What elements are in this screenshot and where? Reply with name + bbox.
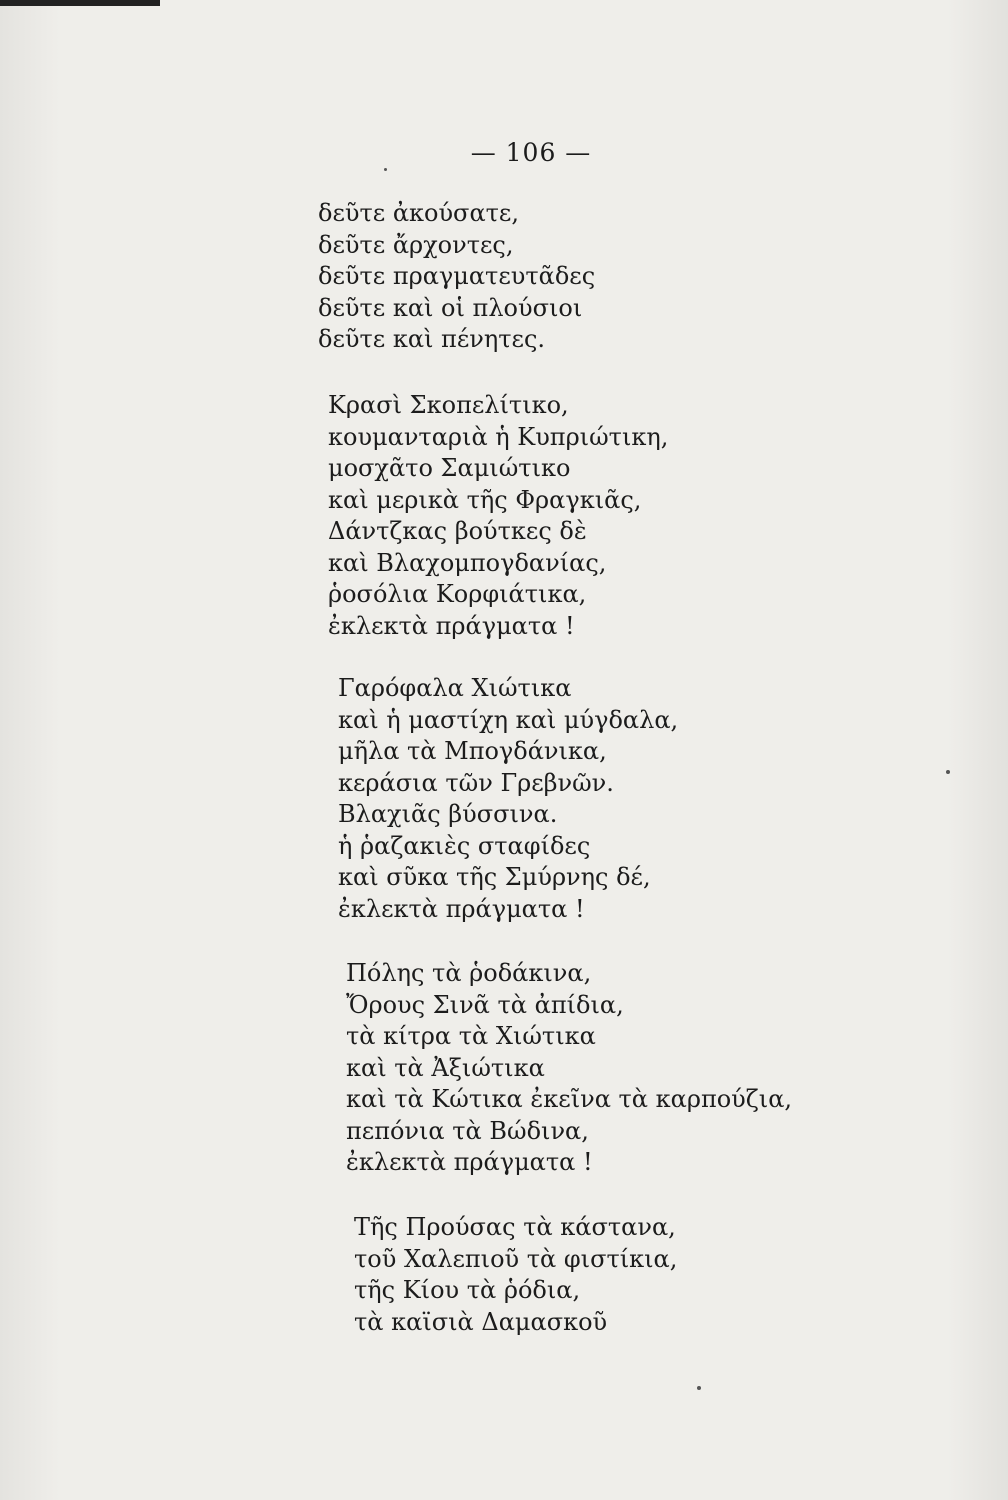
stanza-3 [338, 673, 678, 925]
verse-line: κεράσια τῶν Γρεβνῶν. [338, 768, 614, 797]
verse-line: ῥοσόλια Κορφιάτικα, [328, 580, 587, 608]
verse-line: ἐκλεκτὰ πράγματα ! [338, 894, 585, 923]
verse-line: καὶ μερικὰ τῆς Φραγκιᾶς, [328, 485, 642, 514]
ink-speck [384, 168, 387, 171]
verse-line: Ὄρους Σινᾶ τὰ ἀπίδια, [346, 990, 624, 1019]
verse-line: δεῦτε καὶ οἱ πλούσιοι [318, 293, 583, 322]
verse-line: τοῦ Χαλεπιοῦ τὰ φιστίκια, [354, 1244, 678, 1273]
verse-line: τῆς Κίου τὰ ῥόδια, [354, 1276, 581, 1304]
verse-line: πεπόνια τὰ Βώδινα, [346, 1116, 589, 1145]
verse-line: καὶ σῦκα τῆς Σμύρνης δέ, [338, 863, 651, 891]
ink-speck [697, 1386, 701, 1390]
verse-line: Πόλης τὰ ῥοδάκινα, [346, 959, 592, 987]
verse-line: καὶ τὰ Ἀξιώτικα [346, 1053, 545, 1082]
verse-line: Κρασὶ Σκοπελίτικο, [328, 391, 569, 419]
verse-line: τὰ κίτρα τὰ Χιώτικα [346, 1022, 596, 1050]
verse-line: Γαρόφαλα Χιώτικα [338, 674, 572, 702]
stanza-5 [354, 1212, 677, 1338]
verse-line: Τῆς Προύσας τὰ κάστανα, [354, 1213, 676, 1241]
verse-line: καὶ Βλαχομπογδανίας, [328, 548, 607, 577]
verse-line: δεῦτε ἀκούσατε, [318, 199, 519, 227]
verse-line: δεῦτε πραγματευτᾶδες [318, 262, 596, 290]
stanza-2 [328, 390, 668, 642]
verse-line: μοσχᾶτο Σαμιώτικο [328, 454, 571, 482]
verse-line: ἐκλεκτὰ πράγματα ! [328, 611, 575, 640]
verse-line: μῆλα τὰ Μπογδάνικα, [338, 737, 607, 765]
stanza-4 [346, 958, 792, 1179]
verse-line: δεῦτε ἄρχοντες, [318, 230, 514, 259]
verse-line: κουμανταριὰ ἡ Κυπριώτικη, [328, 422, 669, 451]
verse-line: καὶ ἡ μαστίχη καὶ μύγδαλα, [338, 705, 679, 734]
stanza-1 [318, 198, 595, 356]
verse-line: τὰ καϊσιὰ Δαμασκοῦ [354, 1307, 608, 1336]
page-top-edge [0, 0, 160, 6]
verse-line: καὶ τὰ Κώτικα ἐκεῖνα τὰ καρπούζια, [346, 1085, 793, 1113]
verse-line: Βλαχιᾶς βύσσινα. [338, 800, 558, 828]
verse-line: ἡ ῥαζακιὲς σταφίδες [338, 831, 591, 860]
ink-speck [946, 770, 950, 774]
page-number: — 106 — [470, 138, 592, 167]
verse-line: ἐκλεκτὰ πράγματα ! [346, 1148, 593, 1176]
verse-line: Δάντζκας βούτκες δὲ [328, 517, 587, 545]
verse-line: δεῦτε καὶ πένητες. [318, 325, 546, 353]
